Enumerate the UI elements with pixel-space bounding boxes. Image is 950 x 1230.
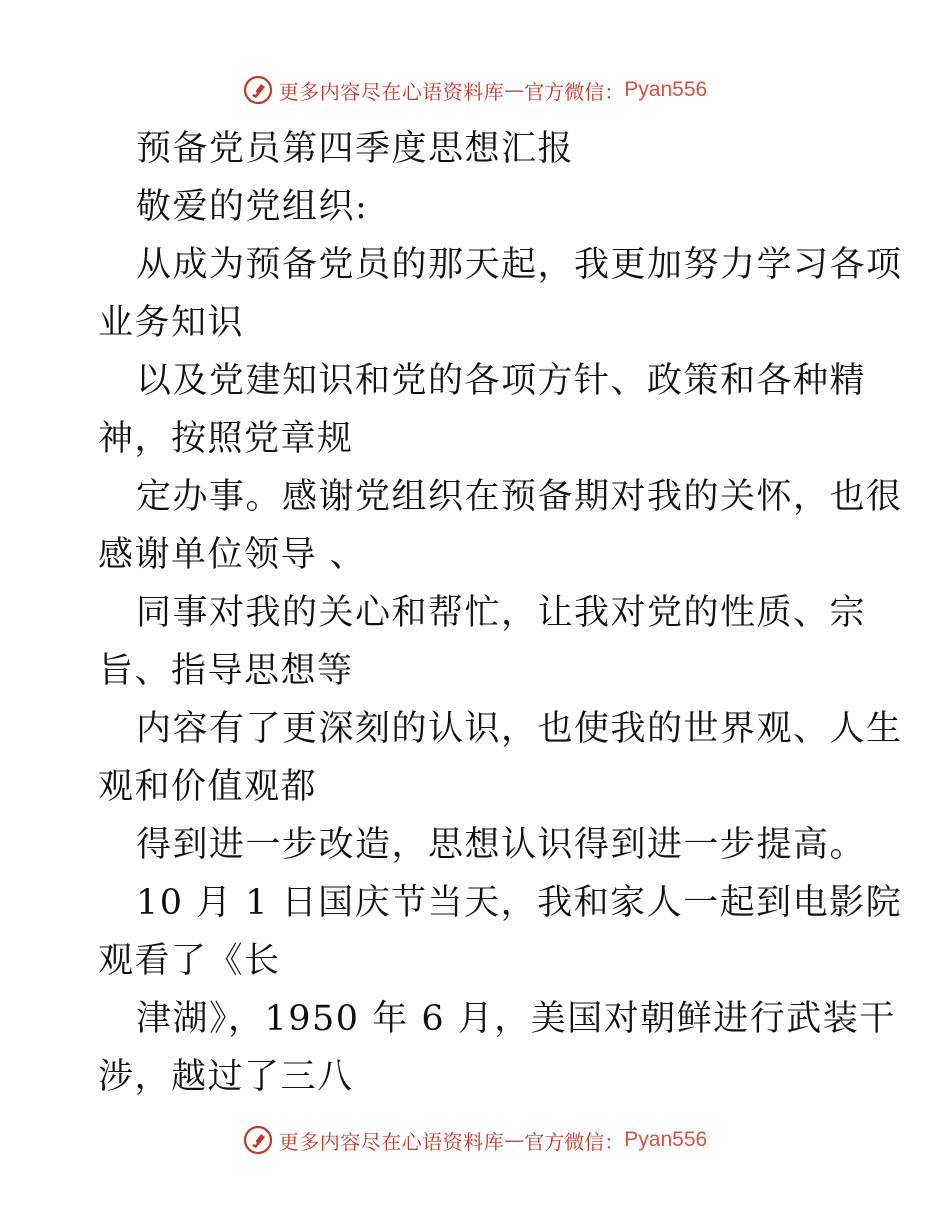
header-banner: [0, 70, 950, 110]
document-body: [98, 120, 903, 1106]
banner-dash: —: [504, 78, 525, 102]
text-line: 从成为预备党员的那天起，我更加努力学习各项: [136, 245, 903, 285]
banner-wechat-id: Pyan556: [624, 1128, 708, 1151]
text-line: 观和价值观都: [98, 767, 318, 807]
text-line: 内容有了更深刻的认识，也使我的世界观、人生: [136, 709, 903, 749]
text-line: 得到进一步改造，思想认识得到进一步提高。: [136, 825, 867, 865]
text-line: 敬爱的党组织:: [136, 187, 369, 227]
text-line: 定办事。感谢党组织在预备期对我的关怀，也很: [136, 477, 903, 517]
footer-banner: [0, 1120, 950, 1160]
text-line: 观看了《长: [98, 941, 281, 981]
text-line: 以及党建知识和党的各项方针、政策和各种精: [136, 361, 867, 401]
text-line: 津湖》，1950 年 6 月，美国对朝鲜进行武装干: [136, 999, 896, 1039]
text-line: 10 月 1 日国庆节当天，我和家人一起到电影院: [136, 883, 903, 923]
banner-text: 更多内容尽在心语资料库: [278, 1129, 505, 1154]
pen-nib-circle-icon: [243, 75, 273, 105]
banner-wechat-id: Pyan556: [624, 78, 708, 101]
text-line: 同事对我的关心和帮忙，让我对党的性质、宗: [136, 593, 867, 633]
text-line: 预备党员第四季度思想汇报: [136, 129, 575, 169]
text-line: 业务知识: [98, 303, 245, 343]
pen-nib-circle-icon: [243, 1125, 273, 1155]
text-line: 神，按照党章规: [98, 419, 354, 459]
banner-wechat-label: 官方微信：: [524, 79, 625, 104]
banner-dash: —: [504, 1128, 525, 1152]
banner-wechat-label: 官方微信：: [524, 1129, 625, 1154]
text-line: 涉，越过了三八: [98, 1057, 354, 1097]
text-line: 旨、指导思想等: [98, 651, 354, 691]
banner-text: 更多内容尽在心语资料库: [278, 79, 505, 104]
text-line: 感谢单位领导 、: [98, 535, 367, 575]
